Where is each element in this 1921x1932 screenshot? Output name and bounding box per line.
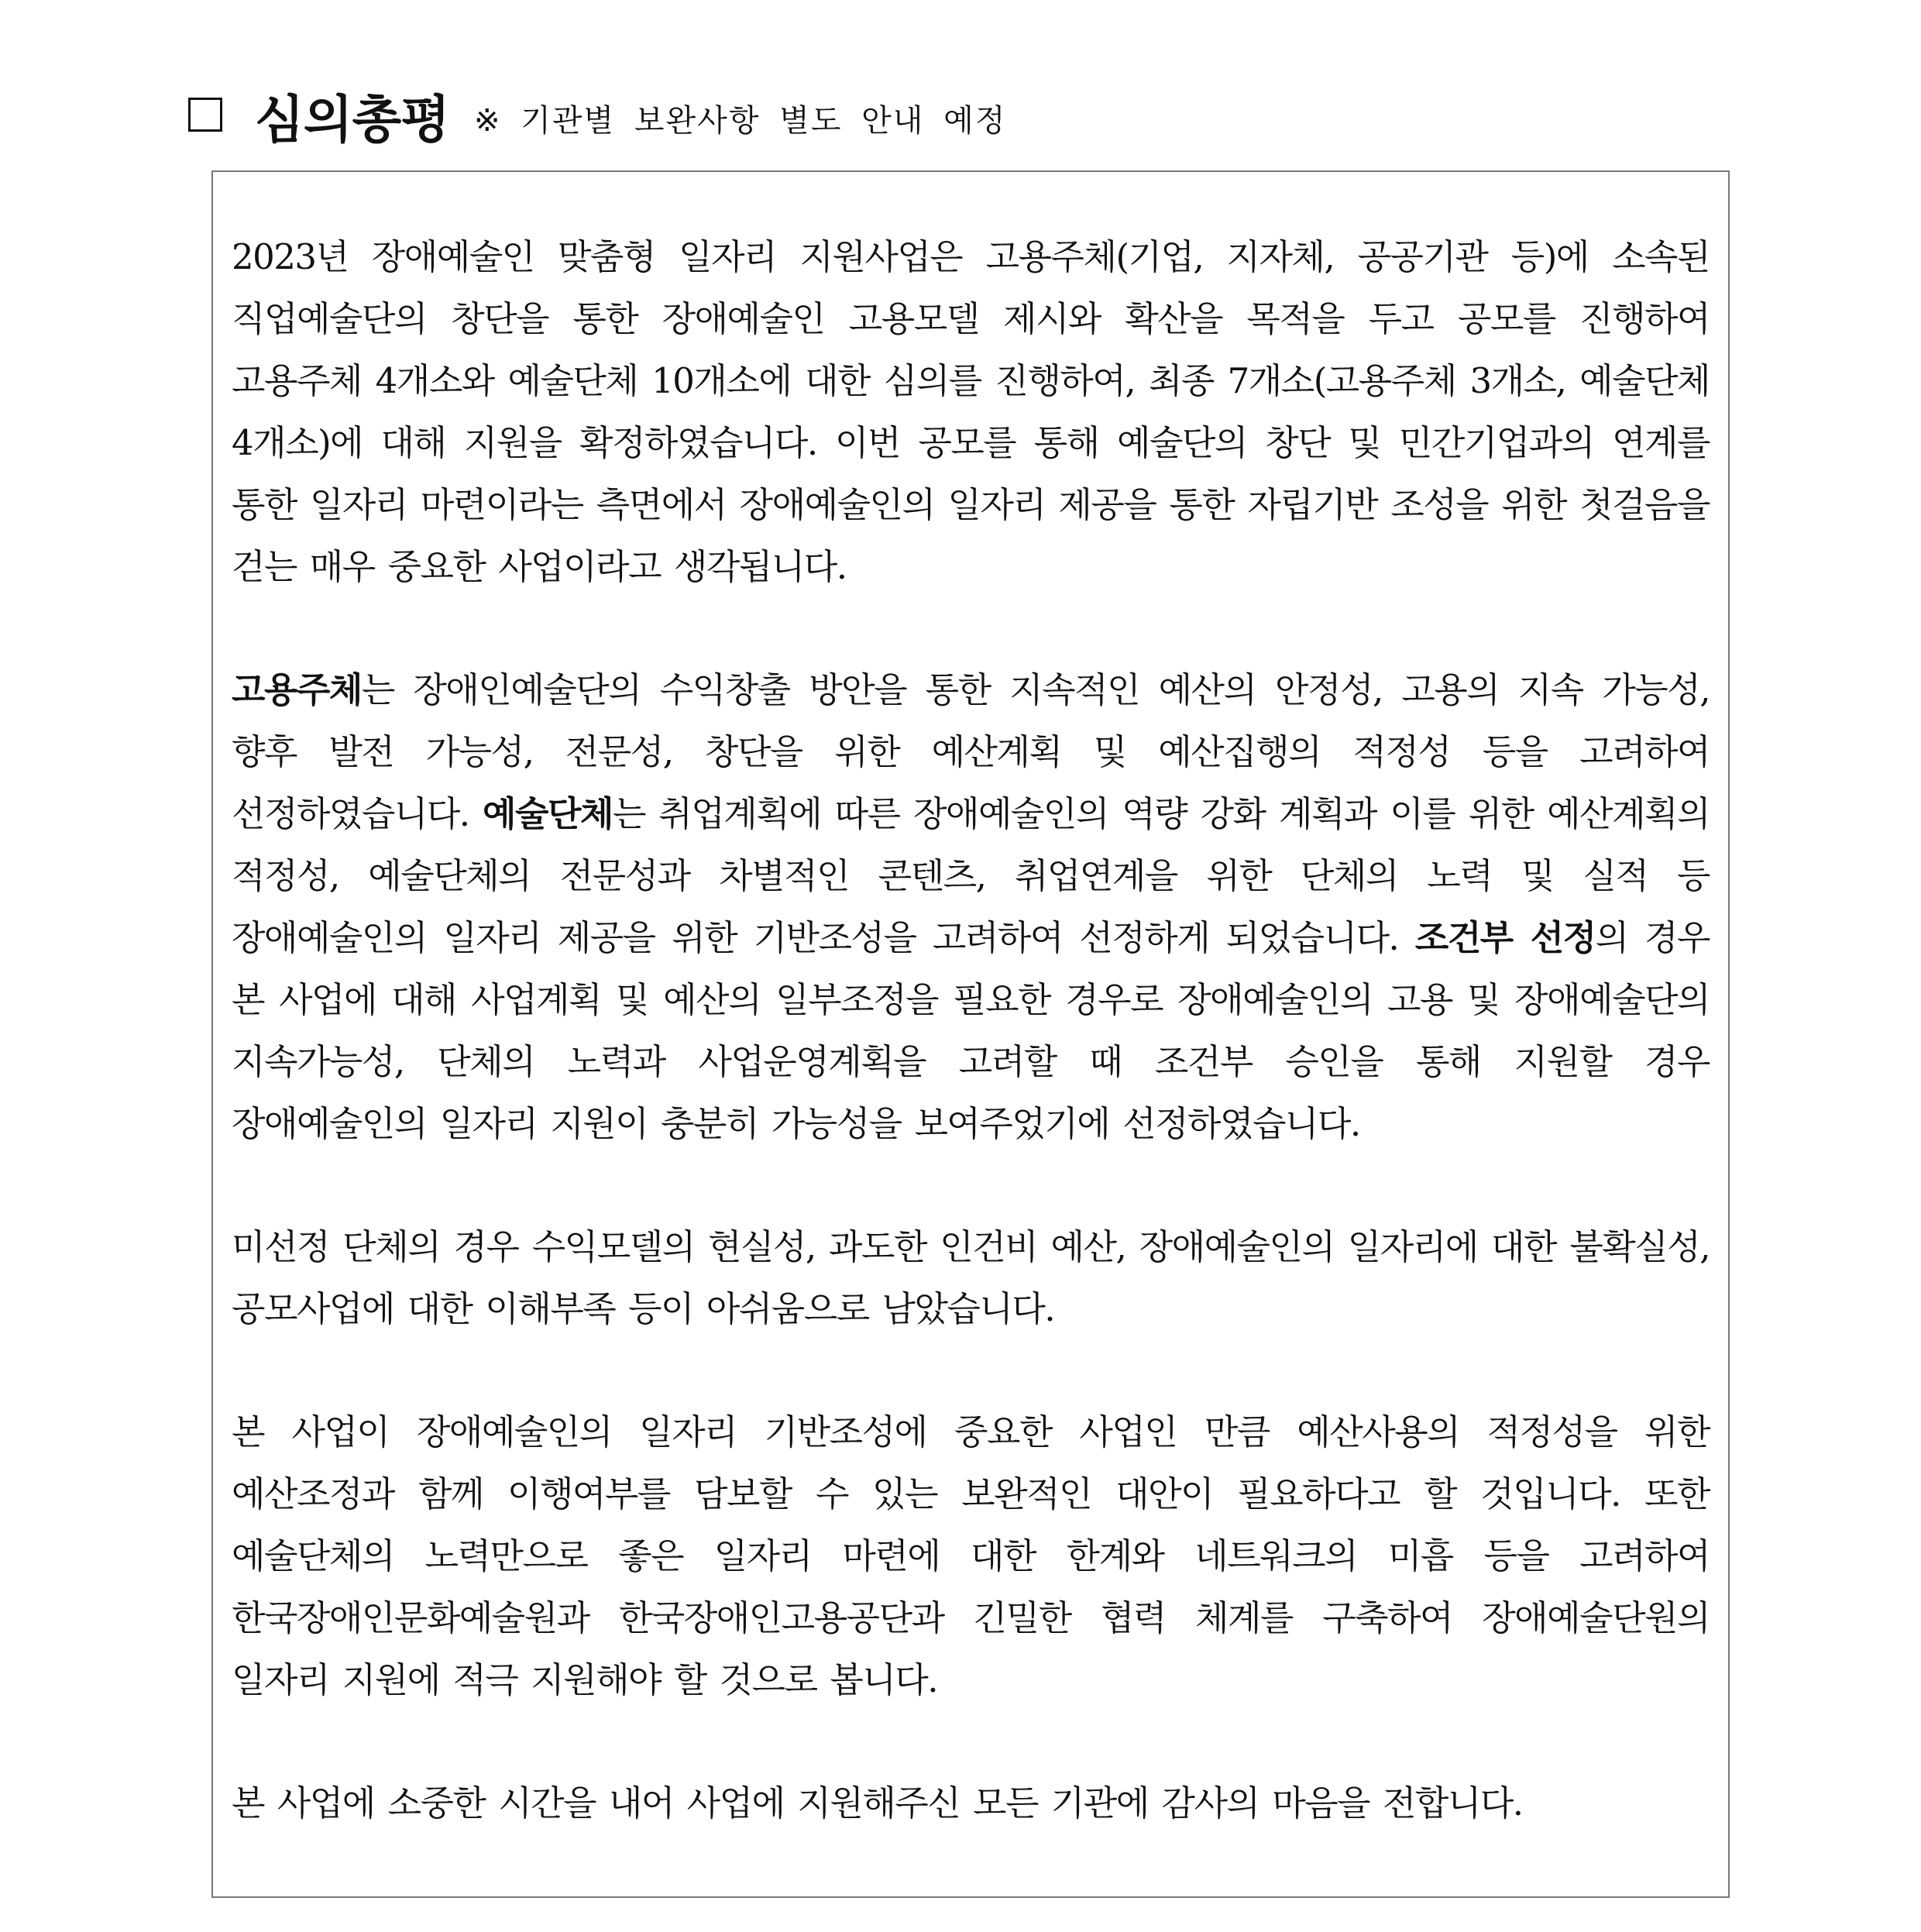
review-summary-box	[211, 170, 1730, 1898]
checkbox-square-icon	[188, 98, 222, 132]
term-arts-group: 예술단체	[483, 793, 613, 834]
paragraph-selection-criteria	[232, 659, 1710, 1155]
arts-group-criteria-text: 는 취업계획에 따른 장애예술인의 역량 강화 계획과 이를 위한 예산계획의 적정성, 예술단체의 전문성과 차별적인 콘텐츠, 취업연계을 위한 단체의 노력 및 실적 등 장애예술인의 일자리 제공을 위한 기반조성을 고려하여 선정하게 되었습니다.	[232, 793, 1710, 958]
paragraph-unselected: 미선정 단체의 경우 수익모델의 현실성, 과도한 인건비 예산, 장애예술인의 일자리에 대한 불확실성, 공모사업에 대한 이해부족 등이 아쉬움으로 남았습니다.	[232, 1226, 1710, 1329]
employer-criteria-text: 는 장애인예술단의 수익창출 방안을 통한 지속적인 예산의 안정성, 고용의 지속 가능성, 향후 발전 가능성, 전문성, 창단을 위한 예산계획 및 예산집행의 적정성 등을 고려하여 선정하였습니다.	[232, 669, 1710, 834]
term-conditional-selection: 조건부 선정	[1414, 917, 1596, 958]
paragraph-recommendation: 본 사업이 장애예술인의 일자리 기반조성에 중요한 사업인 만큼 예산사용의 적정성을 위한 예산조정과 함께 이행여부를 담보할 수 있는 보완적인 대안이 필요하다고 할 것입니다. 또한 예술단체의 노력만으로 좋은 일자리 마련에 대한 한계와 네트워크의 미흡 등을 고려하여 한국장애인문화예술원과 한국장애인고용공단과 긴밀한 협력 체계를 구축하여 장애예술단원의 일자리 지원에 적극 지원해야 할 것으로 봅니다.	[232, 1411, 1710, 1700]
section-note: ※ 기관별 보완사항 별도 안내 예정	[474, 102, 1007, 139]
paragraph-thanks: 본 사업에 소중한 시간을 내어 사업에 지원해주신 모든 기관에 감사의 마음을 전합니다.	[232, 1782, 1523, 1824]
section-heading	[188, 84, 1007, 150]
section-title: 심의총평	[255, 89, 450, 150]
paragraph-overview: 2023년 장애예술인 맞춤형 일자리 지원사업은 고용주체(기업, 지자체, 공공기관 등)에 소속된 직업예술단의 창단을 통한 장애예술인 고용모델 제시와 확산을 목적을 두고 공모를 진행하여 고용주체 4개소와 예술단체 10개소에 대한 심의를 진행하여, 최종 7개소(고용주체 3개소, 예술단체 4개소)에 대해 지원을 확정하였습니다. 이번 공모를 통해 예술단의 창단 및 민간기업과의 연계를 통한 일자리 마련이라는 측면에서 장애예술인의 일자리 제공을 통한 자립기반 조성을 위한 첫걸음을 걷는 매우 중요한 사업이라고 생각됩니다.	[232, 236, 1710, 587]
term-employer: 고용주체	[232, 669, 362, 710]
conditional-selection-text: 의 경우 본 사업에 대해 사업계획 및 예산의 일부조정을 필요한 경우로 장애예술인의 고용 및 장애예술단의 지속가능성, 단체의 노력과 사업운영계획을 고려할 때 조건부 승인을 통해 지원할 경우 장애예술인의 일자리 지원이 충분히 가능성을 보여주었기에 선정하였습니다.	[232, 917, 1710, 1144]
